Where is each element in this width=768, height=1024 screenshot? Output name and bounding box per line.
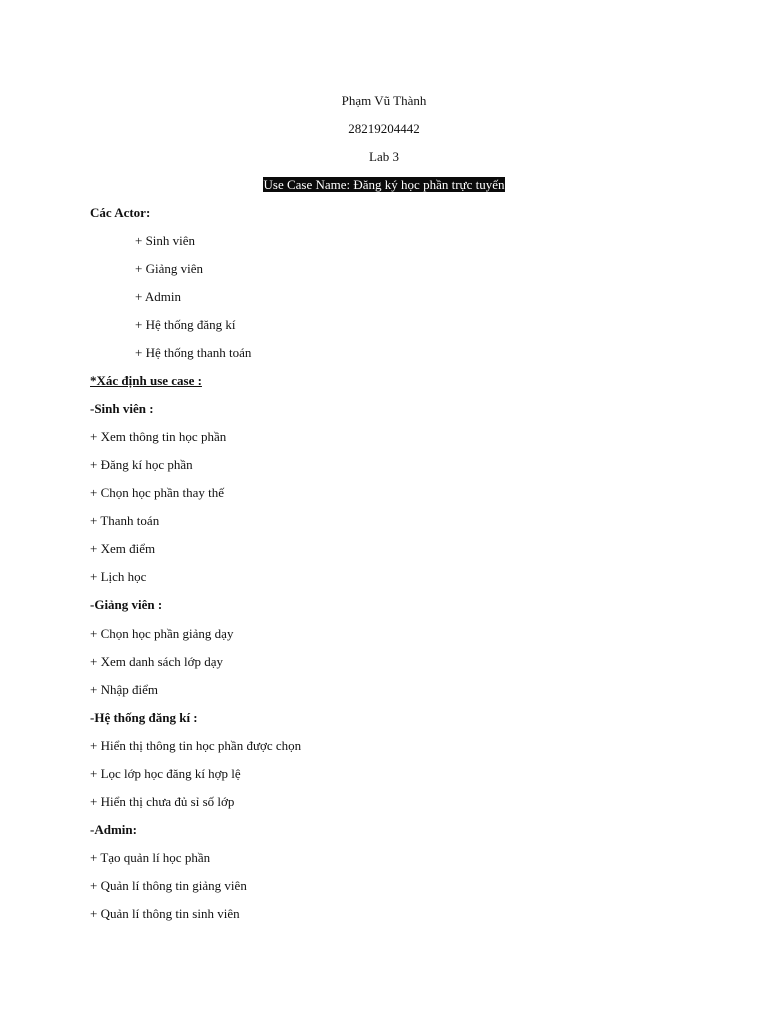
list-item: + Lịch học: [90, 569, 147, 584]
use-case-name-line: [0, 177, 768, 193]
list-item: + Xem thông tin học phần: [90, 429, 227, 444]
lab-title: Lab 3: [369, 149, 399, 164]
actors-heading: Các Actor:: [90, 205, 151, 220]
use-case-heading: *Xác định use case :: [90, 373, 202, 388]
actor-item: + Hệ thống đăng kí: [135, 317, 236, 332]
list-item: + Xem điểm: [90, 541, 156, 556]
section-heading-giang-vien: -Giảng viên :: [90, 597, 163, 612]
list-item: + Đăng kí học phần: [90, 457, 193, 472]
section-heading-sinh-vien: -Sinh viên :: [90, 401, 154, 416]
list-item: + Lọc lớp học đăng kí hợp lệ: [90, 766, 241, 781]
actor-item: + Hệ thống thanh toán: [135, 345, 252, 360]
list-item: + Hiển thị thông tin học phần được chọn: [90, 738, 302, 753]
use-case-name: Use Case Name: Đăng ký học phần trực tuyến: [263, 177, 505, 192]
actor-item: + Sinh viên: [135, 233, 196, 248]
list-item: + Quản lí thông tin giảng viên: [90, 878, 247, 893]
list-item: + Xem danh sách lớp dạy: [90, 654, 223, 669]
list-item: + Nhập điểm: [90, 682, 158, 697]
list-item: + Hiển thị chưa đủ sỉ số lớp: [90, 794, 235, 809]
student-id: 28219204442: [348, 121, 420, 136]
list-item: + Chọn học phần giảng dạy: [90, 626, 234, 641]
list-item: + Tạo quản lí học phần: [90, 850, 211, 865]
actor-item: + Admin: [135, 289, 181, 304]
list-item: + Quản lí thông tin sinh viên: [90, 906, 240, 921]
author-name: Phạm Vũ Thành: [341, 93, 427, 108]
list-item: + Thanh toán: [90, 513, 160, 528]
section-heading-admin: -Admin:: [90, 822, 137, 837]
list-item: + Chọn học phần thay thế: [90, 485, 225, 500]
actor-item: + Giảng viên: [135, 261, 203, 276]
section-heading-he-thong-dang-ki: -Hệ thống đăng kí :: [90, 710, 198, 725]
